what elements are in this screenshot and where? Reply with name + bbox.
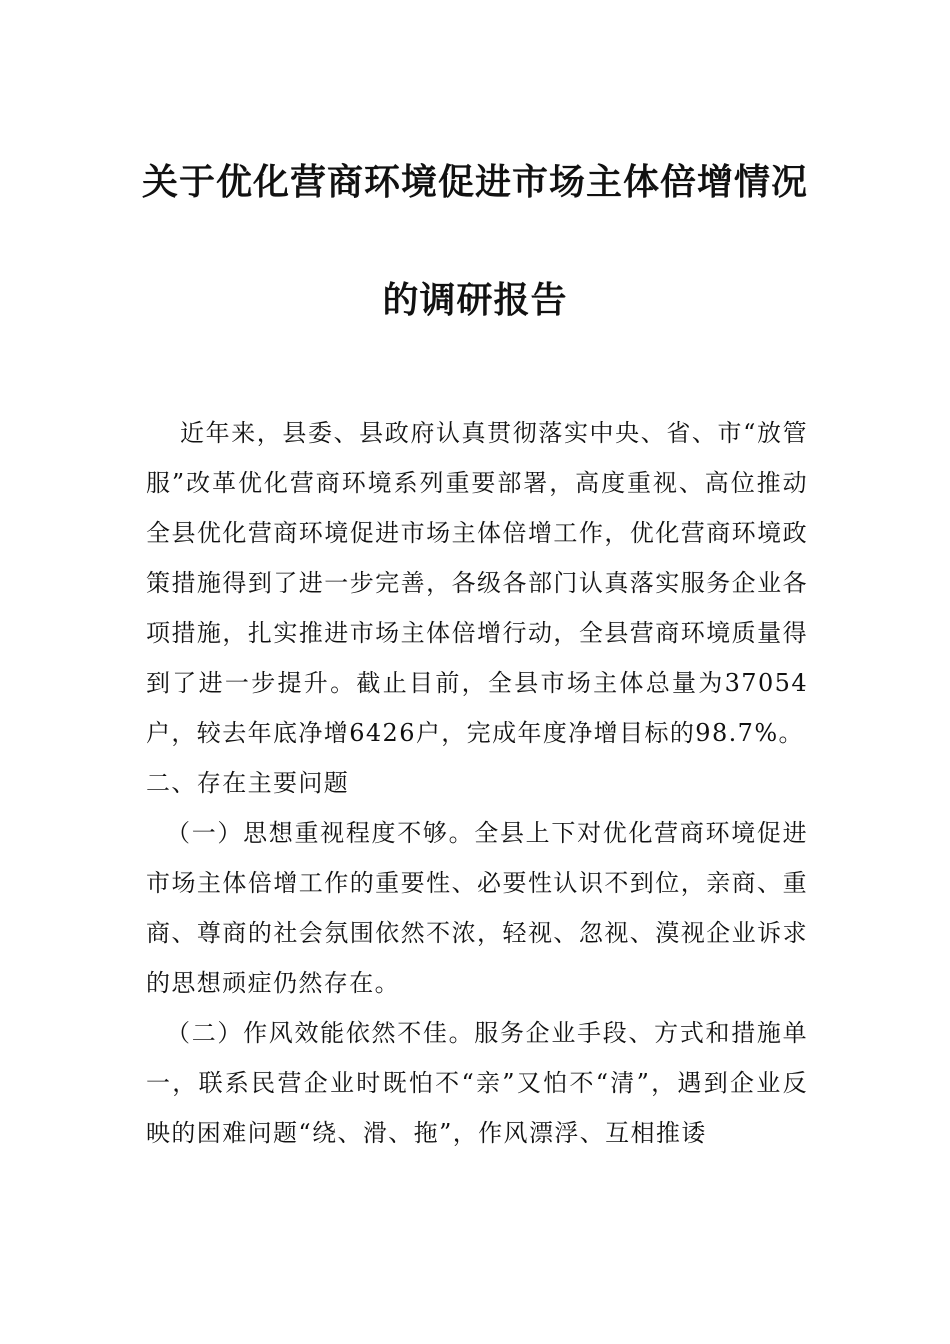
document-title-line-2: 的调研报告	[382, 279, 568, 321]
paragraph-issue-2: （二）作风效能依然不佳。服务企业手段、方式和措施单一，联系民营企业时既怕不“亲”又怕不“清”，遇到企业反映的困难问题“绕、滑、拖”，作风漂浮、互相推诿	[146, 1019, 808, 1147]
paragraph-intro: 近年来，县委、县政府认真贯彻落实中央、省、市“放管服”改革优化营商环境系列重要部署，高度重视、高位推动全县优化营商环境促进市场主体倍增工作，优化营商环境政策措施得到了进一步完善，各级各部门认真落实服务企业各项措施，扎实推进市场主体倍增行动，全县营商环境质量得到了进一步提升。截止目前，全县市场主体总量为37054户，较去年底净增6426户，完成年度净增目标的98.7%。	[146, 419, 808, 747]
paragraph-issue-1: （一）思想重视程度不够。全县上下对优化营商环境促进市场主体倍增工作的重要性、必要性认识不到位，亲商、重商、尊商的社会氛围依然不浓，轻视、忽视、漠视企业诉求的思想顽症仍然存在。	[146, 819, 808, 997]
section-heading: 二、存在主要问题	[146, 769, 350, 797]
document-title-line-1: 关于优化营商环境促进市场主体倍增情况	[141, 161, 808, 203]
document-body	[146, 408, 808, 1158]
